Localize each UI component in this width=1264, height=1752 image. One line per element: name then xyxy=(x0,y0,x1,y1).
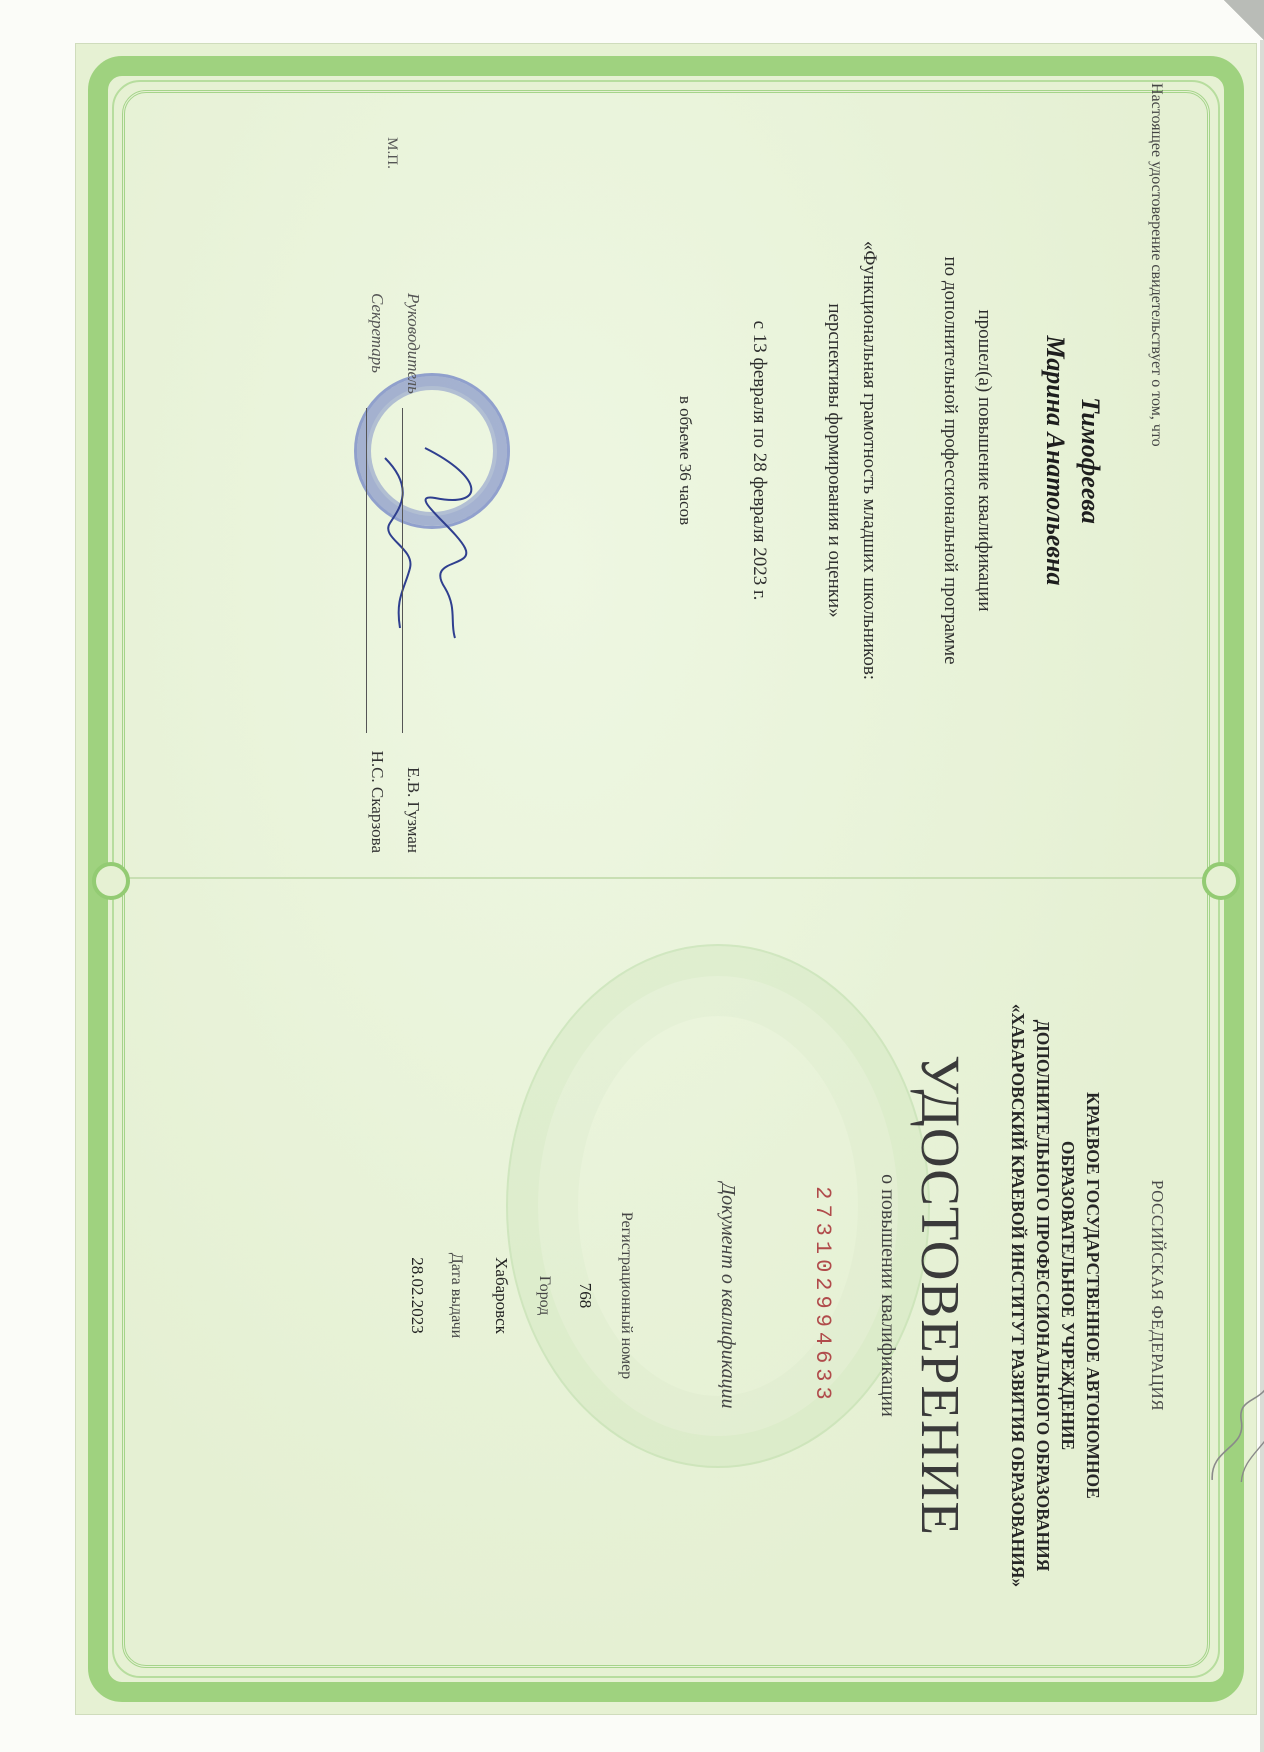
registration-label: Регистрационный номер xyxy=(618,1211,635,1380)
course-volume: в объеме 36 часов xyxy=(676,395,695,526)
city-label: Город xyxy=(536,1275,553,1316)
rotated-content xyxy=(75,43,1255,1713)
intro-text: Настоящее удостоверение свидетельствует о том, что xyxy=(1148,83,1165,447)
head-signature-row xyxy=(393,293,423,853)
issue-date-label: Дата выдачи xyxy=(448,1252,465,1339)
course-title-line2: перспективы формирования и оценки» xyxy=(824,303,845,618)
passed-text: прошел(а) повышение квалификации xyxy=(974,309,995,612)
issue-date: 28.02.2023 xyxy=(408,1257,427,1334)
document-title: УДОСТОВЕРЕНИЕ xyxy=(910,1054,971,1537)
stamp-place-label: М.П. xyxy=(384,137,400,169)
certificate-body xyxy=(75,43,1255,878)
head-role: Руководитель xyxy=(404,293,423,394)
head-name: Е.В. Гузман xyxy=(404,767,423,853)
registration-number: 768 xyxy=(576,1282,595,1309)
scan-edge xyxy=(1260,40,1264,1752)
document-type: Документ о квалификации xyxy=(717,1182,739,1409)
scan-shadow xyxy=(1224,0,1264,40)
signature-line xyxy=(402,408,403,733)
course-title-line1: «Функциональная грамотность младших школьников: xyxy=(859,240,880,681)
signature-line xyxy=(366,408,367,733)
organization-name xyxy=(1005,878,1105,1713)
organization-line: ДОПОЛНИТЕЛЬНОГО ПРОФЕССИОНАЛЬНОГО ОБРАЗОВАНИЯ xyxy=(1033,1019,1053,1572)
country-name: РОССИЙСКАЯ ФЕДЕРАЦИЯ xyxy=(1148,1179,1167,1412)
serial-number: 273102994633 xyxy=(810,1186,835,1405)
secretary-role: Секретарь xyxy=(368,293,387,373)
secretary-name: Н.С. Скарзова xyxy=(368,750,387,853)
organization-line: «ХАБАРОВСКИЙ КРАЕВОЙ ИНСТИТУТ РАЗВИТИЯ ОБРАЗОВАНИЯ» xyxy=(1008,1003,1028,1588)
document-subtitle: о повышении квалификации xyxy=(877,1174,899,1417)
holder-given-names: Марина Анатольевна xyxy=(1041,335,1070,586)
organization-line: ОБРАЗОВАТЕЛЬНОЕ УЧРЕЖДЕНИЕ xyxy=(1058,1140,1078,1451)
secretary-signature-row xyxy=(357,293,387,853)
course-period: с 13 февраля по 28 февраля 2023 г. xyxy=(749,320,770,601)
organization-line: КРАЕВОЕ ГОСУДАРСТВЕННОЕ АВТОНОМНОЕ xyxy=(1083,1092,1103,1499)
program-text: по дополнительной профессиональной программе xyxy=(940,256,961,665)
certificate-face xyxy=(75,878,1255,1713)
holder-surname: Тимофеева xyxy=(1076,397,1105,524)
city: Хабаровск xyxy=(492,1257,511,1334)
